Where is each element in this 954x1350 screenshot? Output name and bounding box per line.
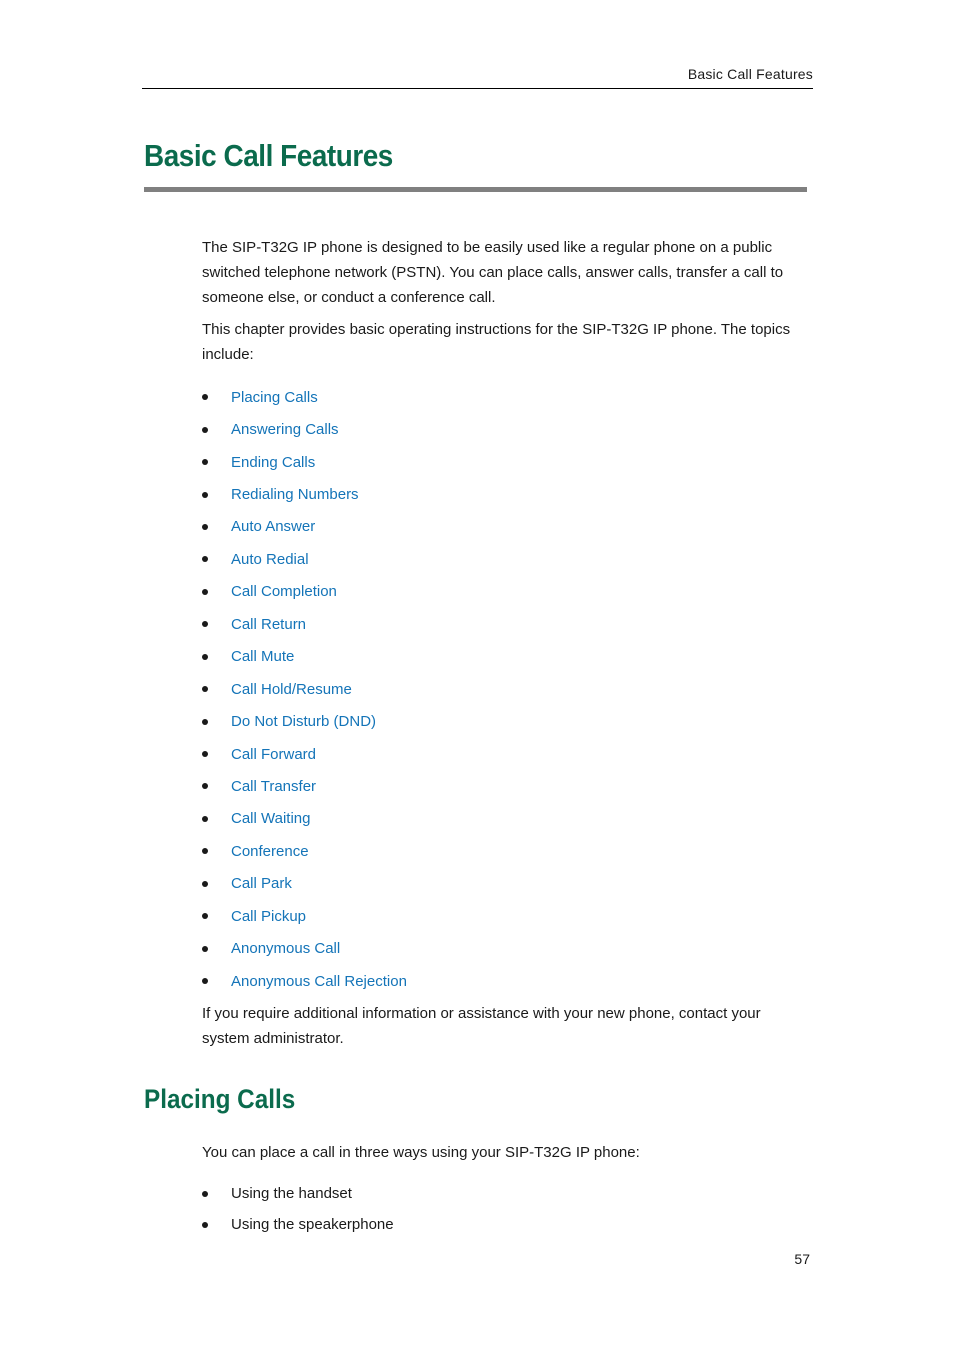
bullet-icon xyxy=(202,848,208,854)
topic-link-conference[interactable]: Conference xyxy=(231,842,309,860)
page-number: 57 xyxy=(794,1251,810,1267)
list-item xyxy=(202,511,802,543)
bullet-icon xyxy=(202,654,208,660)
list-item xyxy=(202,641,802,673)
topic-link-call-forward[interactable]: Call Forward xyxy=(231,745,317,763)
bullet-icon xyxy=(202,719,208,725)
list-item xyxy=(202,932,802,964)
bullet-icon xyxy=(202,621,208,627)
bullet-icon xyxy=(202,783,208,789)
method-list xyxy=(202,1178,802,1240)
bullet-icon xyxy=(202,394,208,400)
list-item xyxy=(202,835,802,867)
topic-link-do-not-disturb[interactable]: Do Not Disturb (DND) xyxy=(231,713,377,731)
topic-link-auto-answer[interactable]: Auto Answer xyxy=(231,518,316,536)
list-item xyxy=(202,478,802,510)
topic-link-call-park[interactable]: Call Park xyxy=(231,875,292,893)
method-handset: Using the handset xyxy=(231,1185,352,1202)
intro-paragraph: The SIP-T32G IP phone is designed to be easily used like a regular phone on a public switched telephone network (PSTN). You can place calls, answer calls, transfer a call to someone else, or conduct a conference call. xyxy=(202,239,784,306)
bullet-icon xyxy=(202,524,208,530)
topic-list xyxy=(202,381,802,997)
list-item xyxy=(202,738,802,770)
bullet-icon xyxy=(202,1222,208,1228)
topic-link-call-pickup[interactable]: Call Pickup xyxy=(231,907,307,925)
topic-link-call-waiting[interactable]: Call Waiting xyxy=(231,810,311,828)
topic-link-call-mute[interactable]: Call Mute xyxy=(231,648,295,666)
section-intro-paragraph: You can place a call in three ways using your SIP-T32G IP phone: xyxy=(202,1144,640,1161)
list-item xyxy=(202,900,802,932)
chapter-title: Basic Call Features xyxy=(144,138,393,173)
topic-link-auto-redial[interactable]: Auto Redial xyxy=(231,550,309,568)
list-item xyxy=(202,446,802,478)
bullet-icon xyxy=(202,913,208,919)
topic-link-anonymous-call[interactable]: Anonymous Call xyxy=(231,940,341,958)
bullet-icon xyxy=(202,816,208,822)
list-item xyxy=(202,673,802,705)
list-item xyxy=(202,576,802,608)
closing-paragraph: If you require additional information or assistance with your new phone, contact your system administrator. xyxy=(202,1005,761,1047)
topic-link-answering-calls[interactable]: Answering Calls xyxy=(231,421,339,439)
header-rule xyxy=(142,88,813,89)
list-item xyxy=(202,770,802,802)
list-item xyxy=(202,608,802,640)
topic-link-redialing-numbers[interactable]: Redialing Numbers xyxy=(231,486,359,504)
section-title: Placing Calls xyxy=(144,1084,296,1114)
bullet-icon xyxy=(202,589,208,595)
list-item xyxy=(202,705,802,737)
list-item xyxy=(202,803,802,835)
running-header: Basic Call Features xyxy=(687,66,813,82)
topic-link-call-completion[interactable]: Call Completion xyxy=(231,583,337,601)
bullet-icon xyxy=(202,946,208,952)
title-rule xyxy=(144,187,807,192)
topics-intro-paragraph: This chapter provides basic operating instructions for the SIP-T32G IP phone. The topics include: xyxy=(202,321,791,363)
topic-link-call-hold-resume[interactable]: Call Hold/Resume xyxy=(231,680,352,698)
bullet-icon xyxy=(202,459,208,465)
topic-link-placing-calls[interactable]: Placing Calls xyxy=(231,388,318,406)
list-item xyxy=(202,1178,802,1209)
list-item xyxy=(202,543,802,575)
method-speakerphone: Using the speakerphone xyxy=(231,1216,394,1233)
list-item xyxy=(202,1209,802,1240)
bullet-icon xyxy=(202,556,208,562)
list-item xyxy=(202,965,802,997)
bullet-icon xyxy=(202,686,208,692)
topic-link-call-transfer[interactable]: Call Transfer xyxy=(231,777,317,795)
topic-link-anonymous-call-rejection[interactable]: Anonymous Call Rejection xyxy=(231,972,407,990)
list-item xyxy=(202,868,802,900)
bullet-icon xyxy=(202,881,208,887)
bullet-icon xyxy=(202,751,208,757)
bullet-icon xyxy=(202,427,208,433)
bullet-icon xyxy=(202,978,208,984)
list-item xyxy=(202,413,802,445)
bullet-icon xyxy=(202,492,208,498)
topic-link-ending-calls[interactable]: Ending Calls xyxy=(231,453,316,471)
bullet-icon xyxy=(202,1191,208,1197)
topic-link-call-return[interactable]: Call Return xyxy=(231,615,307,633)
list-item xyxy=(202,381,802,413)
